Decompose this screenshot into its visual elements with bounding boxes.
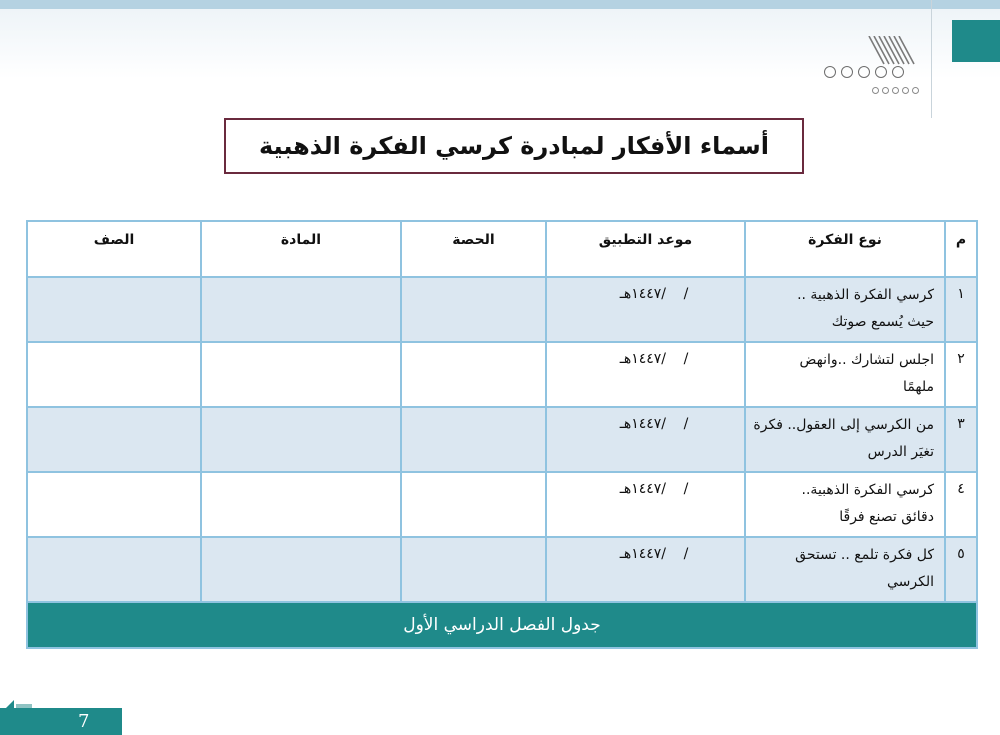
period-cell[interactable]: [401, 537, 546, 602]
idea-line: كل فكرة تلمع .. تستحق: [795, 547, 934, 563]
table-footer-row: [27, 602, 977, 648]
date-year: /١٤٤٧هـ: [619, 546, 666, 562]
idea-line: من الكرسي إلى العقول.. فكرة: [753, 417, 934, 433]
page-title: أسماء الأفكار لمبادرة كرسي الفكرة الذهبية: [224, 118, 804, 174]
subject-cell[interactable]: [201, 537, 401, 602]
date-cell[interactable]: [546, 342, 745, 407]
grade-cell[interactable]: [27, 277, 201, 342]
period-cell[interactable]: [401, 472, 546, 537]
subject-cell[interactable]: [201, 472, 401, 537]
decorative-circles-icon: [824, 66, 904, 78]
date-separator: /: [683, 351, 689, 367]
subject-cell[interactable]: [201, 407, 401, 472]
row-number: ٥: [945, 537, 977, 602]
table-row: [27, 277, 977, 342]
idea-name-cell: [745, 342, 945, 407]
table-footer: جدول الفصل الدراسي الأول: [27, 602, 977, 648]
period-cell[interactable]: [401, 342, 546, 407]
date-cell[interactable]: [546, 472, 745, 537]
table-header-row: [27, 221, 977, 277]
date-year: /١٤٤٧هـ: [619, 286, 666, 302]
grade-cell[interactable]: [27, 407, 201, 472]
idea-line: دقائق تصنع فرقًا: [839, 509, 934, 525]
idea-name-cell: [745, 407, 945, 472]
table-row: [27, 407, 977, 472]
idea-name-cell: [745, 537, 945, 602]
grade-cell[interactable]: [27, 537, 201, 602]
idea-line: الكرسي: [886, 574, 934, 590]
header-date: موعد التطبيق: [546, 221, 745, 277]
decorative-small-circles-icon: [872, 87, 919, 94]
stripes-logo-icon: [866, 36, 918, 66]
date-cell[interactable]: [546, 537, 745, 602]
idea-line: اجلس لتشارك ..وانهض: [799, 352, 934, 368]
date-separator: /: [683, 546, 689, 562]
date-cell[interactable]: [546, 277, 745, 342]
ideas-table: [26, 220, 978, 649]
corner-accent-block: [952, 20, 1000, 62]
grade-cell[interactable]: [27, 472, 201, 537]
idea-line: ملهمًا: [903, 379, 934, 395]
date-year: /١٤٤٧هـ: [619, 416, 666, 432]
idea-line: تغيَر الدرس: [867, 444, 934, 460]
idea-line: كرسي الفكرة الذهبية ..: [797, 287, 934, 303]
row-number: ٢: [945, 342, 977, 407]
date-year: /١٤٤٧هـ: [619, 481, 666, 497]
date-year: /١٤٤٧هـ: [619, 351, 666, 367]
subject-cell[interactable]: [201, 342, 401, 407]
subject-cell[interactable]: [201, 277, 401, 342]
period-cell[interactable]: [401, 407, 546, 472]
idea-name-cell: [745, 277, 945, 342]
page-number-tab: [0, 708, 122, 735]
row-number: ٣: [945, 407, 977, 472]
date-separator: /: [683, 416, 689, 432]
header-period: الحصة: [401, 221, 546, 277]
grade-cell[interactable]: [27, 342, 201, 407]
header-subject: المادة: [201, 221, 401, 277]
date-cell[interactable]: [546, 407, 745, 472]
idea-name-cell: [745, 472, 945, 537]
row-number: ١: [945, 277, 977, 342]
header-grade: الصف: [27, 221, 201, 277]
header-divider: [931, 0, 932, 118]
date-separator: /: [683, 286, 689, 302]
header-num: م: [945, 221, 977, 277]
idea-line: حيث يُسمع صوتك: [831, 314, 934, 330]
table-row: [27, 537, 977, 602]
page-number: 7: [78, 711, 90, 732]
idea-line: كرسي الفكرة الذهبية..: [801, 482, 934, 498]
header-idea-type: نوع الفكرة: [745, 221, 945, 277]
period-cell[interactable]: [401, 277, 546, 342]
top-bar: [0, 0, 1000, 9]
row-number: ٤: [945, 472, 977, 537]
table-row: [27, 342, 977, 407]
date-separator: /: [683, 481, 689, 497]
table-row: [27, 472, 977, 537]
